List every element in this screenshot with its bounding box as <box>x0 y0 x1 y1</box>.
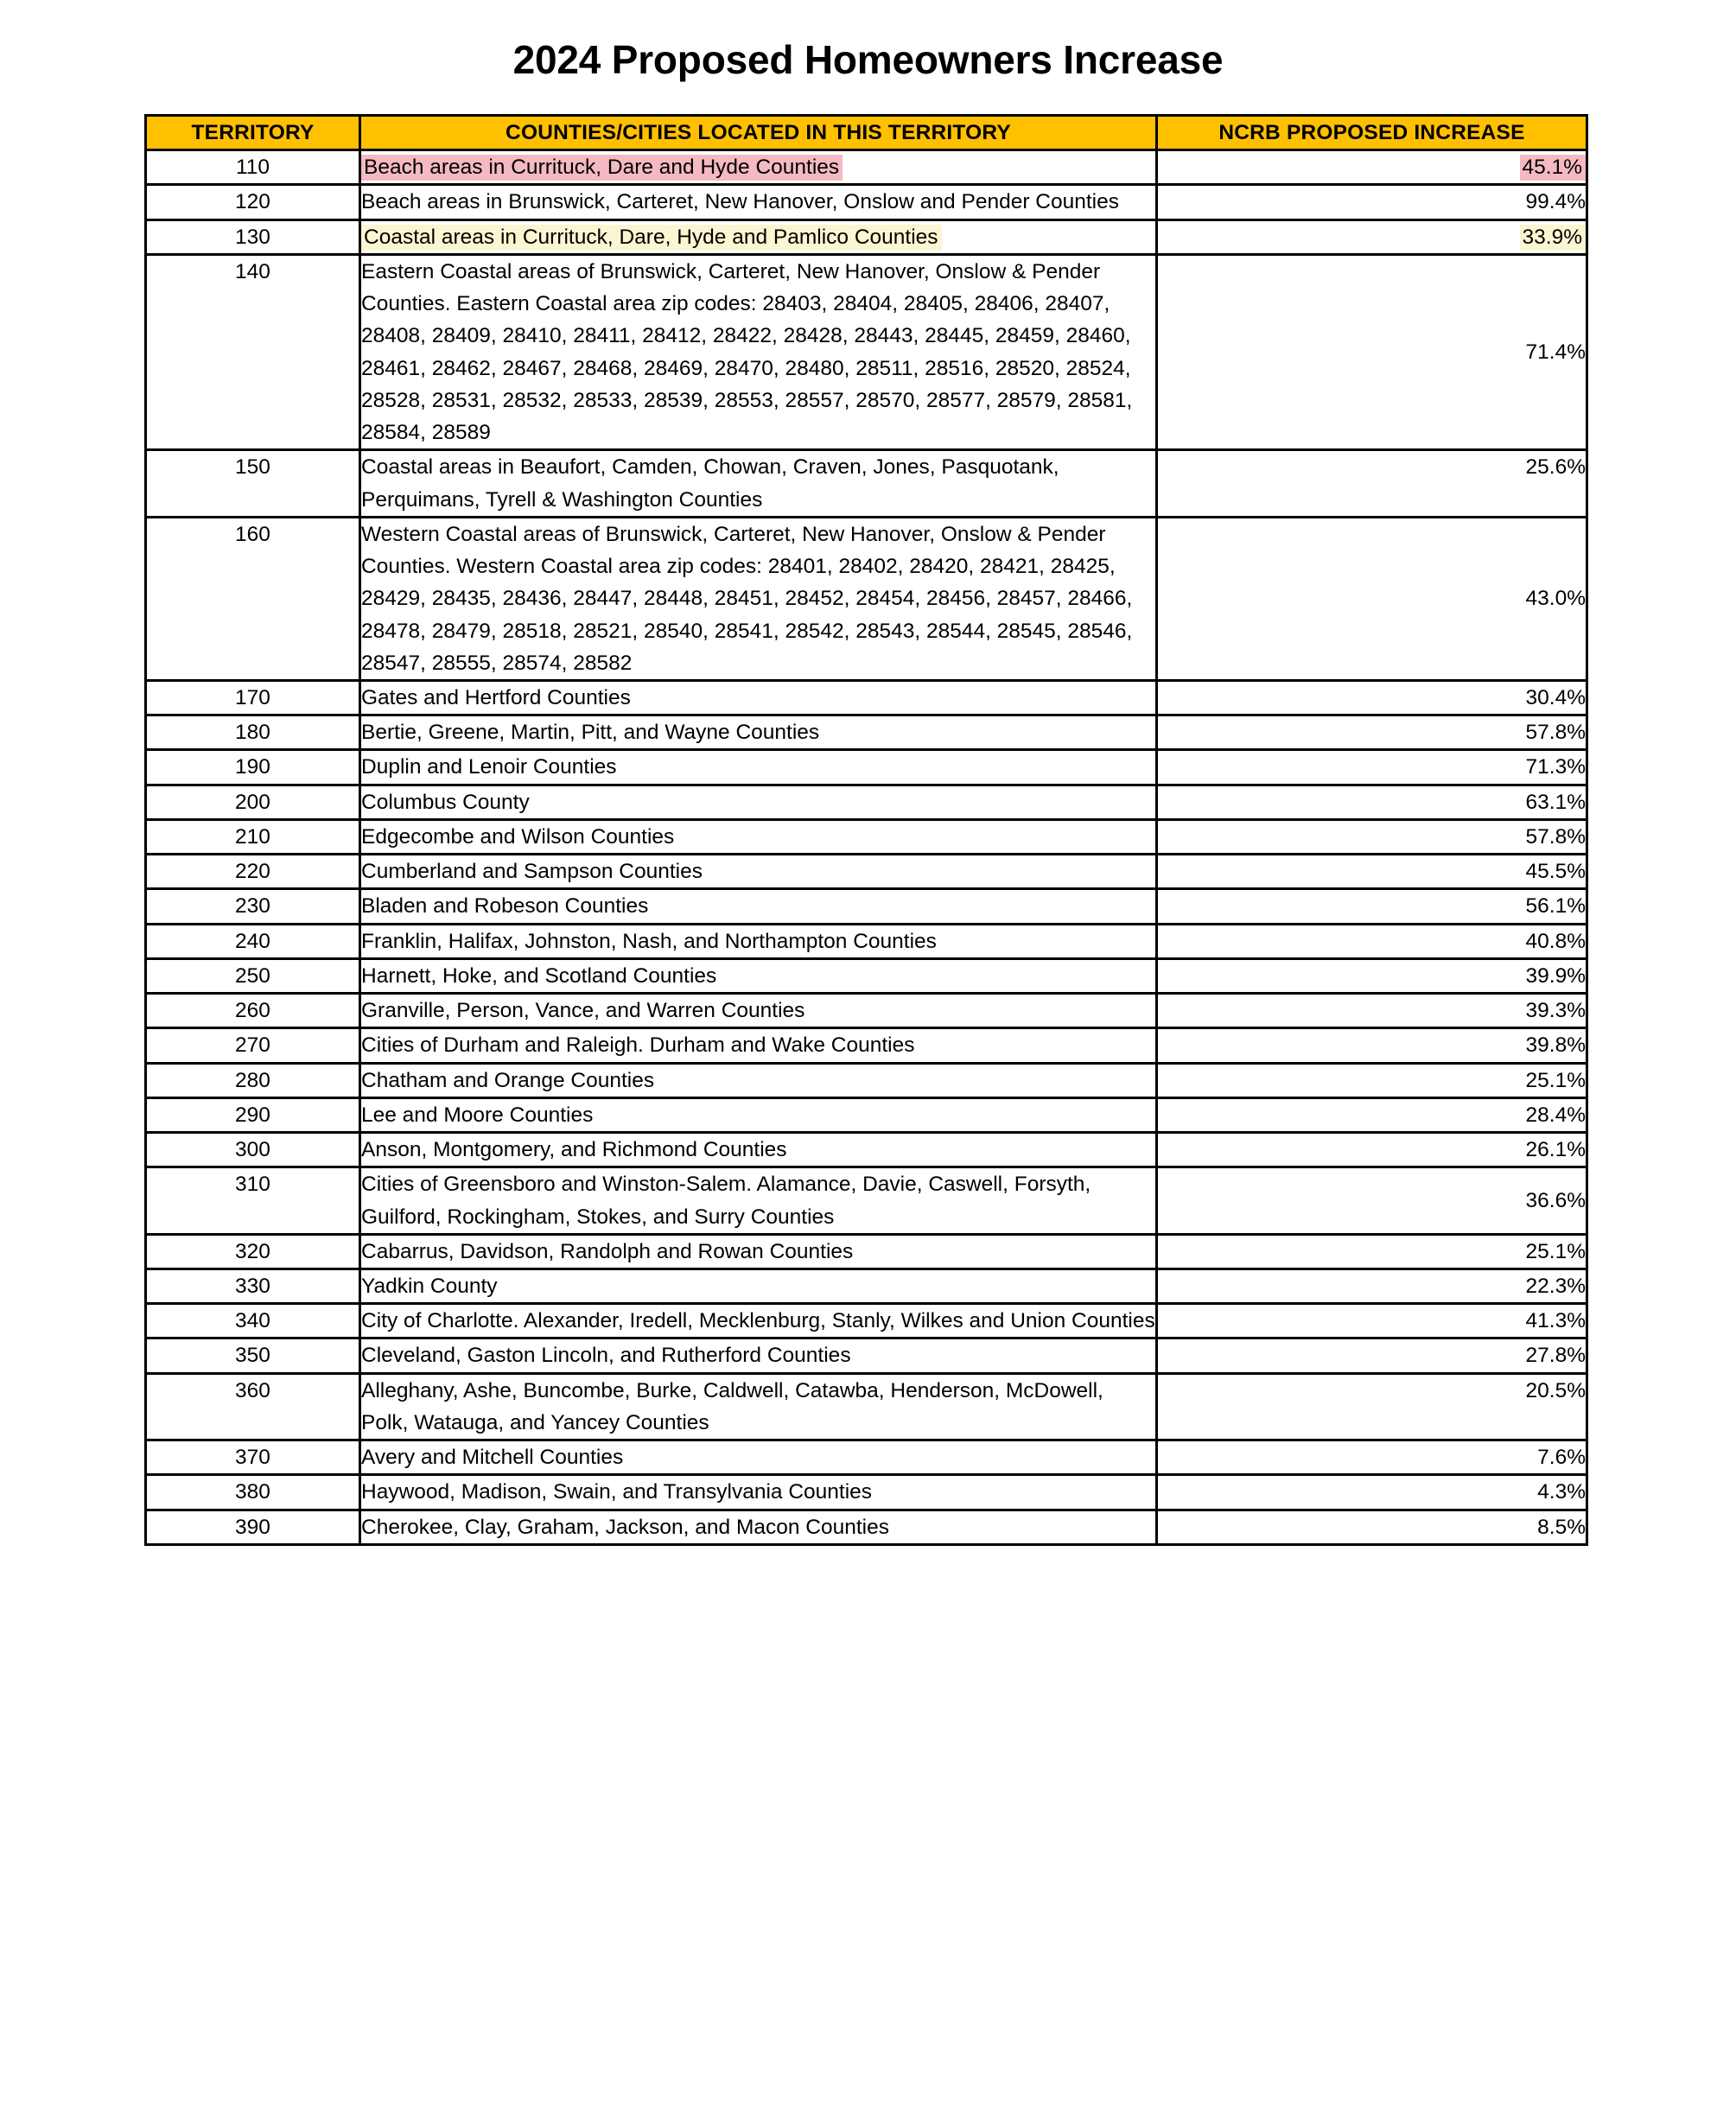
proposed-increase-cell <box>1157 254 1587 449</box>
table-row <box>146 889 1587 924</box>
counties-description-cell <box>360 889 1157 924</box>
table-row <box>146 1510 1587 1544</box>
proposed-increase-cell <box>1157 994 1587 1028</box>
column-header-counties: COUNTIES/CITIES LOCATED IN THIS TERRITORY <box>360 116 1157 150</box>
territory-code-cell: 360 <box>146 1373 360 1440</box>
counties-text: Gates and Hertford Counties <box>361 685 631 709</box>
increase-value: 4.3% <box>1537 1480 1586 1504</box>
counties-description-cell <box>360 1510 1157 1544</box>
increase-value: 20.5% <box>1525 1378 1586 1402</box>
territory-code-cell: 310 <box>146 1167 360 1234</box>
highlighted-counties-text: Beach areas in Currituck, Dare and Hyde Counties <box>361 155 843 181</box>
table-header <box>146 116 1587 150</box>
increase-value: 36.6% <box>1525 1188 1586 1212</box>
counties-text: Lee and Moore Counties <box>361 1103 594 1127</box>
table-row <box>146 715 1587 750</box>
counties-text: Edgecombe and Wilson Counties <box>361 824 675 849</box>
increase-value: 25.6% <box>1525 455 1586 480</box>
counties-description-cell <box>360 958 1157 993</box>
table-row <box>146 1269 1587 1303</box>
table-header-row <box>146 116 1587 150</box>
proposed-increase-cell <box>1157 1373 1587 1440</box>
proposed-increase-cell <box>1157 1234 1587 1269</box>
territory-code-cell: 370 <box>146 1440 360 1475</box>
increase-value: 71.3% <box>1525 755 1586 779</box>
territory-code-cell: 170 <box>146 680 360 715</box>
territory-code-cell: 350 <box>146 1338 360 1373</box>
increase-value: 39.8% <box>1525 1033 1586 1058</box>
table-container <box>0 114 1736 1546</box>
counties-text: City of Charlotte. Alexander, Iredell, Mecklenburg, Stanly, Wilkes and Union Counties <box>361 1309 1155 1333</box>
table-row <box>146 1097 1587 1132</box>
counties-description-cell <box>360 1269 1157 1303</box>
increase-value: 99.4% <box>1525 190 1586 214</box>
proposed-increase-cell <box>1157 889 1587 924</box>
counties-description-cell <box>360 254 1157 449</box>
territory-code-cell: 300 <box>146 1133 360 1167</box>
column-header-territory: TERRITORY <box>146 116 360 150</box>
counties-description-cell <box>360 219 1157 254</box>
territory-code-cell: 390 <box>146 1510 360 1544</box>
counties-description-cell <box>360 680 1157 715</box>
proposed-increase-cell <box>1157 715 1587 750</box>
proposed-increase-cell <box>1157 1133 1587 1167</box>
table-body <box>146 150 1587 1545</box>
table-row <box>146 1063 1587 1097</box>
counties-text: Cities of Durham and Raleigh. Durham and Wake Counties <box>361 1033 915 1058</box>
increase-value: 25.1% <box>1525 1068 1586 1092</box>
counties-text: Western Coastal areas of Brunswick, Carteret, New Hanover, Onslow & Pender Counties. Western Coastal area zip codes: 28401, 28402, 28420, 28421, 28425, 28429, 28435, 28436, 28447, 28448, 28451, 28452, 28454, 28456, 28457, 28466, 28478, 28479, 28518, 28521, 28540, 28541, 28542, 28543, 28544, 28545, 28546, 28547, 28555, 28574, 28582 <box>361 522 1133 675</box>
counties-text: Haywood, Madison, Swain, and Transylvania Counties <box>361 1480 873 1504</box>
counties-description-cell <box>360 1133 1157 1167</box>
proposed-increase-cell <box>1157 1167 1587 1234</box>
table-row <box>146 1167 1587 1234</box>
table-row <box>146 924 1587 958</box>
territory-code-cell: 290 <box>146 1097 360 1132</box>
table-row <box>146 819 1587 854</box>
proposed-increase-cell <box>1157 855 1587 889</box>
increase-value: 56.1% <box>1525 894 1586 919</box>
territory-code-cell: 190 <box>146 750 360 785</box>
highlighted-increase-value: 45.1% <box>1520 155 1586 181</box>
proposed-increase-cell <box>1157 150 1587 185</box>
counties-text: Columbus County <box>361 790 530 814</box>
counties-description-cell <box>360 819 1157 854</box>
counties-text: Bertie, Greene, Martin, Pitt, and Wayne Counties <box>361 721 820 745</box>
territory-code-cell: 270 <box>146 1028 360 1063</box>
counties-description-cell <box>360 855 1157 889</box>
page-title: 2024 Proposed Homeowners Increase <box>512 37 1224 82</box>
table-row <box>146 150 1587 185</box>
increase-value: 26.1% <box>1525 1138 1586 1162</box>
counties-text: Cherokee, Clay, Graham, Jackson, and Macon Counties <box>361 1515 889 1539</box>
table-row <box>146 450 1587 517</box>
proposed-increase-cell <box>1157 924 1587 958</box>
proposed-increase-cell <box>1157 1510 1587 1544</box>
counties-text: Bladen and Robeson Counties <box>361 894 649 919</box>
increase-value: 39.9% <box>1525 963 1586 988</box>
counties-text: Cabarrus, Davidson, Randolph and Rowan Counties <box>361 1239 854 1263</box>
increase-value: 25.1% <box>1525 1239 1586 1263</box>
table-row <box>146 1304 1587 1338</box>
territory-code-cell: 320 <box>146 1234 360 1269</box>
increase-value: 39.3% <box>1525 999 1586 1023</box>
table-row <box>146 1440 1587 1475</box>
proposed-increase-cell <box>1157 185 1587 219</box>
proposed-increase-cell <box>1157 450 1587 517</box>
counties-description-cell <box>360 450 1157 517</box>
counties-description-cell <box>360 1028 1157 1063</box>
increase-value: 43.0% <box>1525 587 1586 611</box>
table-row <box>146 994 1587 1028</box>
table-row <box>146 1373 1587 1440</box>
counties-description-cell <box>360 750 1157 785</box>
table-row <box>146 1475 1587 1510</box>
table-row <box>146 750 1587 785</box>
increase-value: 71.4% <box>1525 340 1586 365</box>
territory-code-cell: 210 <box>146 819 360 854</box>
territory-code-cell: 280 <box>146 1063 360 1097</box>
territory-code-cell: 330 <box>146 1269 360 1303</box>
table-row <box>146 185 1587 219</box>
table-row <box>146 1234 1587 1269</box>
counties-description-cell <box>360 1097 1157 1132</box>
counties-description-cell <box>360 150 1157 185</box>
table-row <box>146 254 1587 449</box>
territory-code-cell: 220 <box>146 855 360 889</box>
increase-value: 7.6% <box>1537 1446 1586 1470</box>
territory-code-cell: 150 <box>146 450 360 517</box>
proposed-increase-cell <box>1157 819 1587 854</box>
counties-description-cell <box>360 785 1157 819</box>
counties-description-cell <box>360 1304 1157 1338</box>
territory-code-cell: 120 <box>146 185 360 219</box>
counties-text: Yadkin County <box>361 1274 498 1298</box>
highlighted-counties-text: Coastal areas in Currituck, Dare, Hyde and Pamlico Counties <box>361 225 942 251</box>
proposed-increase-cell <box>1157 785 1587 819</box>
territory-code-cell: 140 <box>146 254 360 449</box>
counties-description-cell <box>360 1373 1157 1440</box>
table-row <box>146 1338 1587 1373</box>
proposed-increase-cell <box>1157 219 1587 254</box>
counties-description-cell <box>360 994 1157 1028</box>
territory-code-cell: 230 <box>146 889 360 924</box>
counties-description-cell <box>360 1338 1157 1373</box>
counties-description-cell <box>360 924 1157 958</box>
counties-description-cell <box>360 185 1157 219</box>
proposed-increase-cell <box>1157 1304 1587 1338</box>
increase-value: 30.4% <box>1525 685 1586 709</box>
table-row <box>146 517 1587 680</box>
table-row <box>146 680 1587 715</box>
increase-value: 63.1% <box>1525 790 1586 814</box>
proposed-increase-cell <box>1157 1440 1587 1475</box>
counties-text: Cleveland, Gaston Lincoln, and Rutherford Counties <box>361 1344 851 1368</box>
increase-value: 22.3% <box>1525 1274 1586 1298</box>
proposed-increase-cell <box>1157 1269 1587 1303</box>
increase-value: 45.5% <box>1525 860 1586 884</box>
counties-description-cell <box>360 1063 1157 1097</box>
table-row <box>146 1028 1587 1063</box>
counties-text: Eastern Coastal areas of Brunswick, Carteret, New Hanover, Onslow & Pender Counties. Eastern Coastal area zip codes: 28403, 28404, 28405, 28406, 28407, 28408, 28409, 28410, 28411, 28412, 28422, 28428, 28443, 28445, 28459, 28460, 28461, 28462, 28467, 28468, 28469, 28470, 28480, 28511, 28516, 28520, 28524, 28528, 28531, 28532, 28533, 28539, 28553, 28557, 28570, 28577, 28579, 28581, 28584, 28589 <box>361 259 1133 445</box>
counties-text: Chatham and Orange Counties <box>361 1068 655 1092</box>
proposed-increase-cell <box>1157 1097 1587 1132</box>
counties-text: Granville, Person, Vance, and Warren Counties <box>361 999 805 1023</box>
territory-code-cell: 380 <box>146 1475 360 1510</box>
increase-value: 41.3% <box>1525 1309 1586 1333</box>
counties-description-cell <box>360 1234 1157 1269</box>
table-row <box>146 1133 1587 1167</box>
territory-code-cell: 260 <box>146 994 360 1028</box>
territory-code-cell: 250 <box>146 958 360 993</box>
highlighted-increase-value: 33.9% <box>1520 225 1586 251</box>
counties-description-cell <box>360 517 1157 680</box>
counties-description-cell <box>360 715 1157 750</box>
proposed-increase-cell <box>1157 1028 1587 1063</box>
table-row <box>146 855 1587 889</box>
counties-text: Cities of Greensboro and Winston-Salem. Alamance, Davie, Caswell, Forsyth, Guilford, Rockingham, Stokes, and Surry Counties <box>361 1173 1091 1229</box>
increase-value: 27.8% <box>1525 1344 1586 1368</box>
counties-description-cell <box>360 1475 1157 1510</box>
column-header-increase: NCRB PROPOSED INCREASE <box>1157 116 1587 150</box>
territory-code-cell: 340 <box>146 1304 360 1338</box>
counties-text: Alleghany, Ashe, Buncombe, Burke, Caldwell, Catawba, Henderson, McDowell, Polk, Watauga, and Yancey Counties <box>361 1378 1103 1434</box>
table-row <box>146 958 1587 993</box>
territory-code-cell: 110 <box>146 150 360 185</box>
proposed-increase-cell <box>1157 750 1587 785</box>
counties-description-cell <box>360 1440 1157 1475</box>
proposed-increase-cell <box>1157 1475 1587 1510</box>
increase-value: 57.8% <box>1525 824 1586 849</box>
proposed-increase-cell <box>1157 1063 1587 1097</box>
proposed-increase-cell <box>1157 958 1587 993</box>
counties-text: Avery and Mitchell Counties <box>361 1446 624 1470</box>
counties-text: Anson, Montgomery, and Richmond Counties <box>361 1138 787 1162</box>
territory-code-cell: 160 <box>146 517 360 680</box>
increase-value: 57.8% <box>1525 721 1586 745</box>
counties-description-cell <box>360 1167 1157 1234</box>
proposed-increase-cell <box>1157 1338 1587 1373</box>
proposed-increase-cell <box>1157 680 1587 715</box>
increase-value: 28.4% <box>1525 1103 1586 1127</box>
territory-code-cell: 240 <box>146 924 360 958</box>
counties-text: Franklin, Halifax, Johnston, Nash, and Northampton Counties <box>361 929 937 953</box>
territory-rate-table <box>144 114 1588 1546</box>
proposed-increase-cell <box>1157 517 1587 680</box>
increase-value: 8.5% <box>1537 1515 1586 1539</box>
counties-text: Harnett, Hoke, and Scotland Counties <box>361 963 717 988</box>
increase-value: 40.8% <box>1525 929 1586 953</box>
counties-text: Duplin and Lenoir Counties <box>361 755 617 779</box>
table-row <box>146 219 1587 254</box>
counties-text: Coastal areas in Beaufort, Camden, Chowan, Craven, Jones, Pasquotank, Perquimans, Tyrell & Washington Counties <box>361 455 1059 512</box>
counties-text: Beach areas in Brunswick, Carteret, New Hanover, Onslow and Pender Counties <box>361 190 1119 214</box>
territory-code-cell: 180 <box>146 715 360 750</box>
table-row <box>146 785 1587 819</box>
counties-text: Cumberland and Sampson Counties <box>361 860 703 884</box>
territory-code-cell: 130 <box>146 219 360 254</box>
territory-code-cell: 200 <box>146 785 360 819</box>
